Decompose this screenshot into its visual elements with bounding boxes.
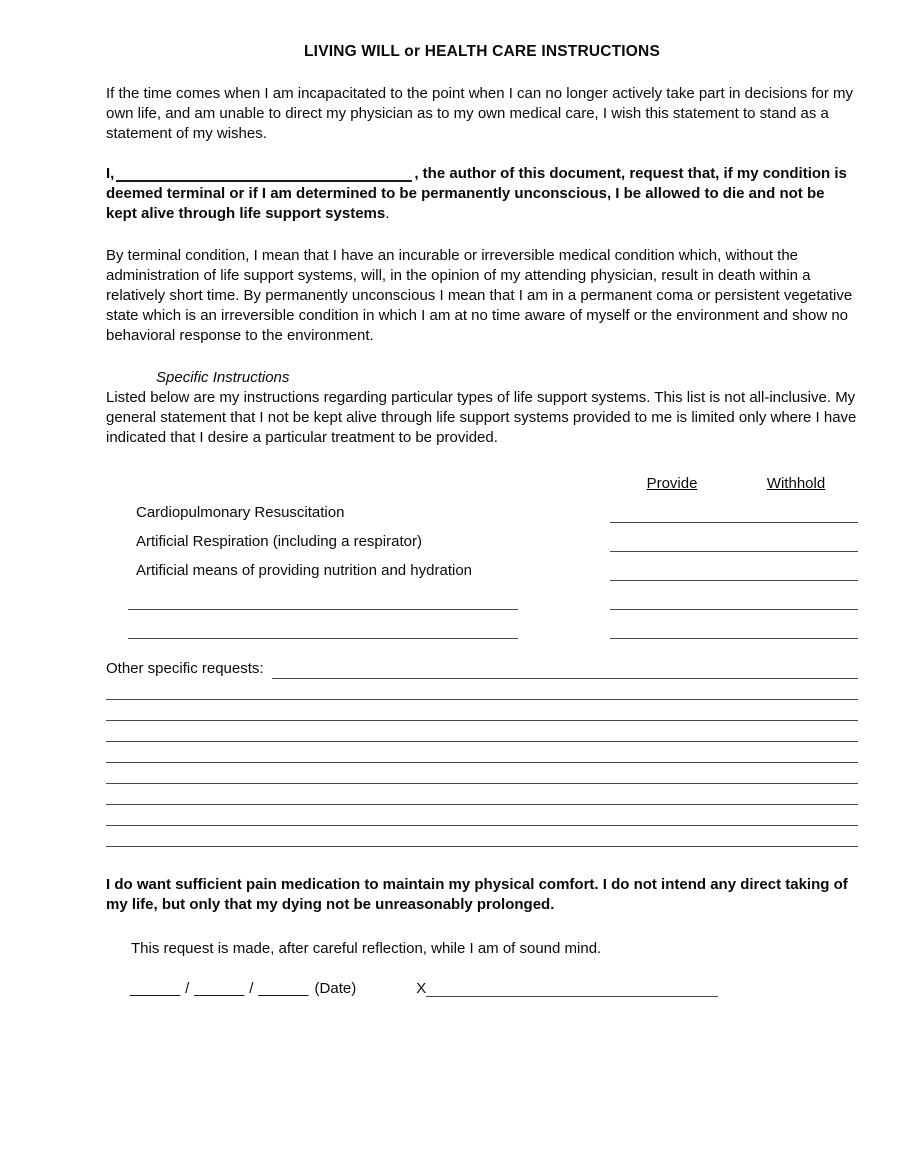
date-blank[interactable]: ______ xyxy=(258,980,309,997)
write-in-line[interactable] xyxy=(106,679,858,700)
pain-medication-paragraph: I do want sufficient pain medication to maintain my physical comfort. I do not intend any direct taking of my life, but only that my dying not be unreasonably prolonged. xyxy=(106,876,848,913)
response-blank[interactable] xyxy=(610,580,858,581)
write-in-line[interactable] xyxy=(106,805,858,826)
response-blank[interactable] xyxy=(610,638,858,639)
author-name-blank[interactable] xyxy=(116,168,412,182)
treatment-write-in-blank[interactable] xyxy=(128,638,518,639)
response-blank[interactable] xyxy=(610,522,858,523)
date-blank[interactable]: ______ xyxy=(194,980,245,997)
other-requests-row xyxy=(106,659,858,679)
treatment-label: Artificial means of providing nutrition and hydration xyxy=(136,562,473,579)
specific-instructions-heading: Specific Instructions xyxy=(156,369,290,386)
page-title: LIVING WILL or HEALTH CARE INSTRUCTIONS xyxy=(304,43,660,60)
write-in-line[interactable] xyxy=(106,742,858,763)
write-in-line[interactable] xyxy=(106,700,858,721)
provide-column-header: Provide xyxy=(646,475,698,492)
other-requests-label: Other specific requests: xyxy=(106,660,264,677)
response-blank[interactable] xyxy=(610,609,858,610)
signature-blank[interactable] xyxy=(426,984,718,997)
author-declaration-paragraph xyxy=(106,164,858,224)
table-row xyxy=(106,494,858,523)
write-in-line[interactable] xyxy=(106,784,858,805)
write-in-line[interactable] xyxy=(106,721,858,742)
response-blank[interactable] xyxy=(610,551,858,552)
date-label: (Date) xyxy=(314,980,357,997)
write-in-line[interactable] xyxy=(106,763,858,784)
other-requests-blank[interactable] xyxy=(272,678,858,679)
specific-instructions-paragraph: Listed below are my instructions regarding particular types of life support systems. This list is not all-inclusive. My general statement that I not be kept alive through life support systems provided to me is limited only where I have indicated that I desire a particular treatment to be provided. xyxy=(106,389,857,446)
author-declaration-period: . xyxy=(385,205,390,222)
treatment-write-in-blank[interactable] xyxy=(128,609,518,610)
signature-x-label: X xyxy=(416,980,427,997)
treatment-label: Cardiopulmonary Resuscitation xyxy=(136,504,345,521)
author-declaration-body: , the author of this document, request that, if my condition is deemed terminal or if I am determined to be permanently unconscious, I be allowed to die and not be kept alive through life support systems xyxy=(106,165,847,222)
date-blank[interactable]: ______ xyxy=(130,980,181,997)
author-declaration-lead: I, xyxy=(106,165,115,182)
header-spacer xyxy=(106,474,610,494)
sound-mind-paragraph: This request is made, after careful reflection, while I am of sound mind. xyxy=(131,940,602,957)
date-signature-row xyxy=(106,979,858,999)
date-separator: / xyxy=(185,980,190,997)
table-row-blank xyxy=(106,610,858,639)
treatment-table-header xyxy=(106,474,858,494)
table-row-blank xyxy=(106,581,858,610)
withhold-column-header: Withhold xyxy=(766,475,826,492)
treatment-label: Artificial Respiration (including a respirator) xyxy=(136,533,422,550)
table-row xyxy=(106,552,858,581)
write-in-line[interactable] xyxy=(106,826,858,847)
table-row xyxy=(106,523,858,552)
terminal-definition-paragraph: By terminal condition, I mean that I have an incurable or irreversible medical condition which, without the administration of life support systems, will, in the opinion of my attending physician, result in death within a relatively short time. By permanently unconscious I mean that I am in a permanent coma or persistent vegetative state which is an irreversible condition in which I am at no time aware of myself or the environment and show no behavioral response to the environment. xyxy=(106,247,853,344)
treatment-table xyxy=(106,474,858,639)
intro-paragraph: If the time comes when I am incapacitated to the point when I can no longer actively take part in decisions for my own life, and am unable to direct my physician as to my own medical care, I wish this statement to stand as a statement of my wishes. xyxy=(106,85,854,142)
document xyxy=(106,0,858,999)
date-separator: / xyxy=(249,980,254,997)
